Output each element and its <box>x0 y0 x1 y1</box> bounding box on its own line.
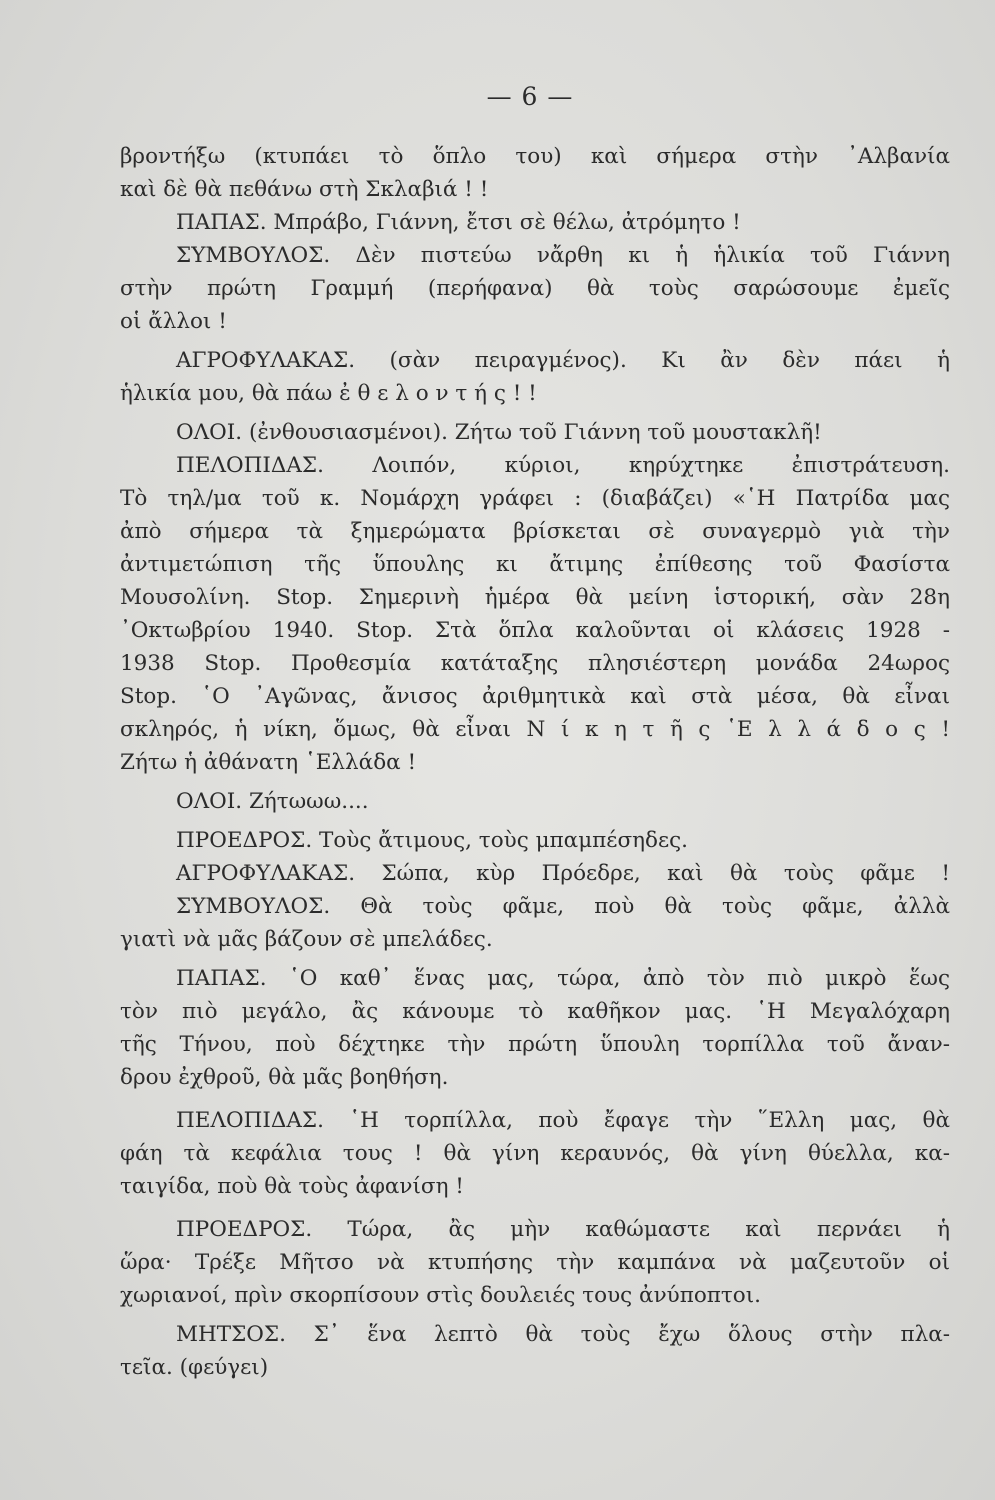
play-text <box>120 140 950 1384</box>
text-line: ΑΓΡΟΦΥΛΑΚΑΣ. (σὰν πειραγμένος). Κι ἂν δὲν πάει ἡ <box>176 348 950 373</box>
text-line: γιατὶ νὰ μᾶς βάζουν σὲ μπελάδες. <box>120 927 493 952</box>
text-line: ΠΑΠΑΣ. ῾Ο καθ᾿ ἕνας μας, τώρα, ἀπὸ τὸν πιὸ μικρὸ ἕως <box>176 966 950 991</box>
text-line: ἀντιμετώπιση τῆς ὕπουλης κι ἄτιμης ἐπίθεσης τοῦ Φασίστα <box>120 552 950 577</box>
text-line: ΠΑΠΑΣ. Μπράβο, Γιάννη, ἔτσι σὲ θέλω, ἀτρόμητο ! <box>176 210 741 235</box>
text-line: 1938 Stop. Προθεσμία κατάταξης πλησιέστερη μονάδα 24ωρος <box>120 651 950 676</box>
text-line: ΟΛΟΙ. Ζήτωωω.... <box>176 789 369 814</box>
text-line: Τὸ τηλ/μα τοῦ κ. Νομάρχη γράφει : (διαβάζει) «῾Η Πατρίδα μας <box>120 486 950 511</box>
text-line: Stop. ῾Ο ᾿Αγῶνας, ἄνισος ἀριθμητικὰ καὶ στὰ μέσα, θὰ εἶναι <box>120 684 950 709</box>
text-line: καὶ δὲ θὰ πεθάνω στὴ Σκλαβιά ! ! <box>120 177 489 202</box>
text-line: Μουσολίνη. Stop. Σημερινὴ ἡμέρα θὰ μείνη ἱστορική, σὰν 28η <box>120 585 950 610</box>
text-line: Ζήτω ἡ ἀθάνατη ῾Ελλάδα ! <box>120 750 417 775</box>
text-line: ἡλικία μου, θὰ πάω ἐ θ ε λ ο ν τ ή ς ! ! <box>120 381 537 406</box>
text-line: ΠΕΛΟΠΙΔΑΣ. Λοιπόν, κύριοι, κηρύχτηκε ἐπιστράτευση. <box>176 453 950 478</box>
text-line: τεῖα. (φεύγει) <box>120 1355 269 1380</box>
text-line: ὥρα· Τρέξε Μῆτσο νὰ κτυπήσης τὴν καμπάνα νὰ μαζευτοῦν οἱ <box>120 1250 950 1275</box>
text-line: ἀπὸ σήμερα τὰ ξημερώματα βρίσκεται σὲ συναγερμὸ γιὰ τὴν <box>120 519 950 544</box>
text-line: ΜΗΤΣΟΣ. Σ᾿ ἕνα λεπτὸ θὰ τοὺς ἔχω ὅλους στὴν πλα- <box>176 1322 950 1347</box>
text-line: στὴν πρώτη Γραμμή (περήφανα) θὰ τοὺς σαρώσουμε ἐμεῖς <box>120 276 950 301</box>
text-line: ΣΥΜΒΟΥΛΟΣ. Δὲν πιστεύω νἄρθη κι ἡ ἡλικία τοῦ Γιάννη <box>176 243 950 268</box>
text-line: οἱ ἄλλοι ! <box>120 309 227 334</box>
text-line: ΟΛΟΙ. (ἐνθουσιασμένοι). Ζήτω τοῦ Γιάννη τοῦ μουστακλῆ! <box>176 420 822 445</box>
page-number: — 6 — <box>486 82 574 111</box>
text-line: ΠΡΟΕΔΡΟΣ. Τοὺς ἄτιμους, τοὺς μπαμπέσηδες. <box>176 828 688 853</box>
text-line: ΠΡΟΕΔΡΟΣ. Τώρα, ἂς μὴν καθώμαστε καὶ περνάει ἡ <box>176 1217 950 1242</box>
text-line: χωριανοί, πρὶν σκορπίσουν στὶς δουλειές τους ἀνύποπτοι. <box>120 1283 762 1308</box>
text-line: σκληρός, ἡ νίκη, ὅμως, θὰ εἶναι Ν ί κ η τ ῆ ς ῾Ε λ λ ά δ ο ς ! <box>120 717 950 742</box>
text-line: βροντήξω (κτυπάει τὸ ὅπλο του) καὶ σήμερα στὴν ᾿Αλβανία <box>120 144 950 169</box>
text-line: τῆς Τήνου, ποὺ δέχτηκε τὴν πρώτη ὕπουλη τορπίλλα τοῦ ἄναν- <box>120 1032 950 1057</box>
text-line: ΑΓΡΟΦΥΛΑΚΑΣ. Σώπα, κὺρ Πρόεδρε, καὶ θὰ τοὺς φᾶμε ! <box>176 861 950 886</box>
text-line: φάη τὰ κεφάλια τους ! θὰ γίνη κεραυνός, θὰ γίνη θύελλα, κα- <box>120 1141 950 1166</box>
text-line: ΣΥΜΒΟΥΛΟΣ. Θὰ τοὺς φᾶμε, ποὺ θὰ τοὺς φᾶμε, ἀλλὰ <box>176 894 950 919</box>
text-line: ΠΕΛΟΠΙΔΑΣ. ῾Η τορπίλλα, ποὺ ἔφαγε τὴν ῞Ελλη μας, θὰ <box>176 1108 950 1133</box>
text-line: ᾿Οκτωβρίου 1940. Stop. Στὰ ὅπλα καλοῦνται οἱ κλάσεις 1928 - <box>120 618 950 643</box>
text-line: δρου ἐχθροῦ, θὰ μᾶς βοηθήση. <box>120 1065 449 1090</box>
text-line: ταιγίδα, ποὺ θὰ τοὺς ἀφανίση ! <box>120 1174 464 1199</box>
text-line: τὸν πιὸ μεγάλο, ἂς κάνουμε τὸ καθῆκον μας. ῾Η Μεγαλόχαρη <box>120 999 950 1024</box>
